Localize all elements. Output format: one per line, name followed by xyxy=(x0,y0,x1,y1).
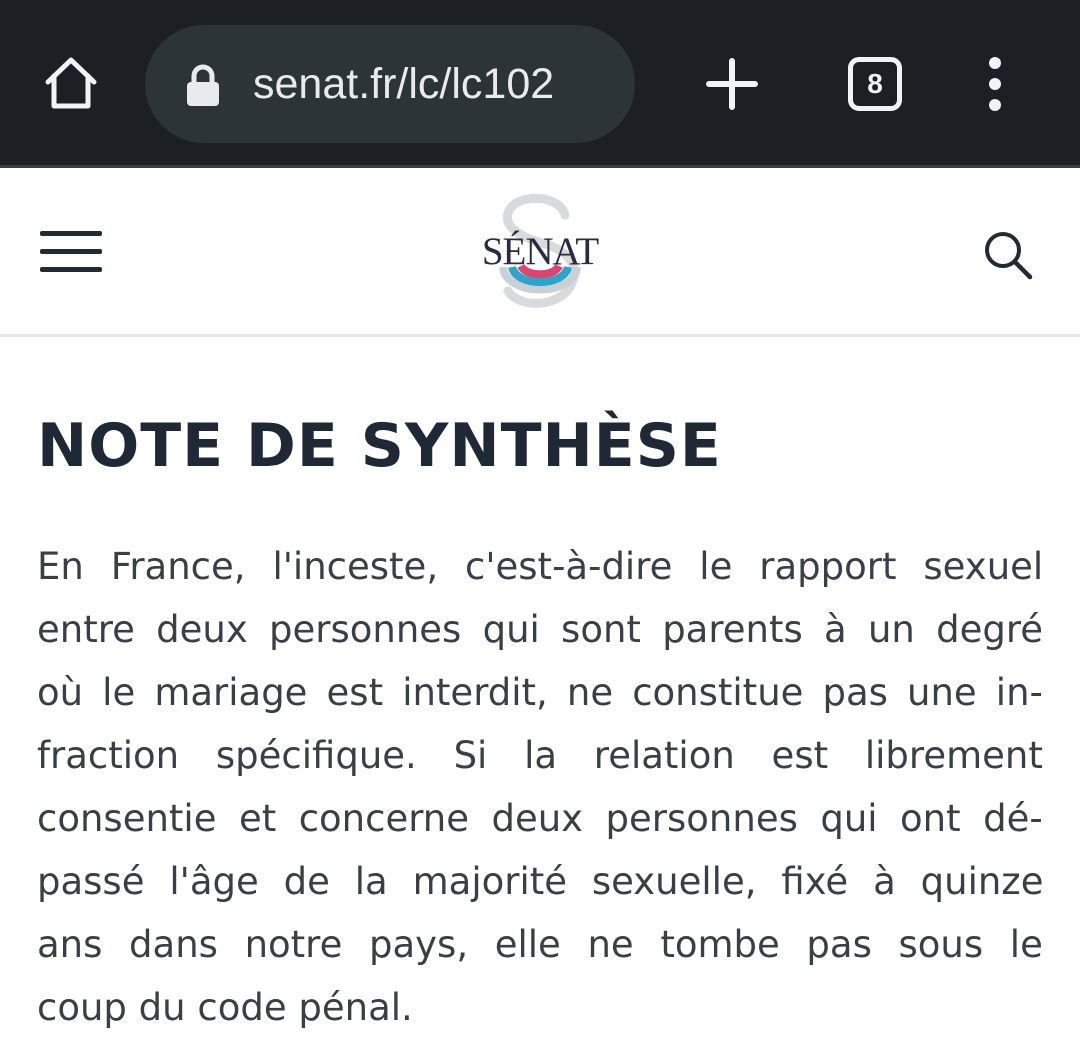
plus-icon xyxy=(705,57,759,111)
paragraph-line: En France, l'inceste, c'est-à-dire le rapport sexuel xyxy=(37,545,1044,588)
lock-icon xyxy=(183,63,223,107)
paragraph-line: consentie et concerne deux personnes qui ont dé- xyxy=(37,797,1043,840)
url-text: senat.fr/lc/lc102 xyxy=(253,60,555,108)
logo-wordmark: SÉNAT xyxy=(481,230,599,273)
paragraph-line: fraction spécifique. Si la relation est librement xyxy=(37,734,1043,777)
search-button[interactable] xyxy=(980,227,1036,283)
more-vert-icon xyxy=(985,56,1005,112)
senat-logo[interactable] xyxy=(470,187,610,317)
new-tab-button[interactable] xyxy=(700,52,764,116)
page-title: NOTE DE SYNTHÈSE xyxy=(37,411,722,481)
address-bar[interactable] xyxy=(145,25,635,143)
hamburger-icon[interactable] xyxy=(40,227,104,277)
tab-switcher-button[interactable] xyxy=(848,57,902,111)
paragraph-line: ans dans notre pays, elle ne tombe pas sous le xyxy=(37,923,1043,966)
paragraph-line: où le mariage est interdit, ne constitue pas une in- xyxy=(37,671,1043,714)
paragraph-line: entre deux personnes qui sont parents à un degré xyxy=(37,608,1044,651)
paragraph-line: passé l'âge de la majorité sexuelle, fixé à quinze xyxy=(37,860,1044,903)
browser-menu-button[interactable] xyxy=(968,52,1022,116)
tab-count: 8 xyxy=(867,68,883,99)
browser-toolbar xyxy=(0,0,1080,168)
article-paragraph xyxy=(37,535,1043,1039)
home-button[interactable] xyxy=(38,50,104,116)
search-icon xyxy=(980,227,1036,283)
site-header xyxy=(0,171,1080,337)
paragraph-line: coup du code pénal. xyxy=(37,986,413,1029)
home-icon xyxy=(42,54,100,112)
